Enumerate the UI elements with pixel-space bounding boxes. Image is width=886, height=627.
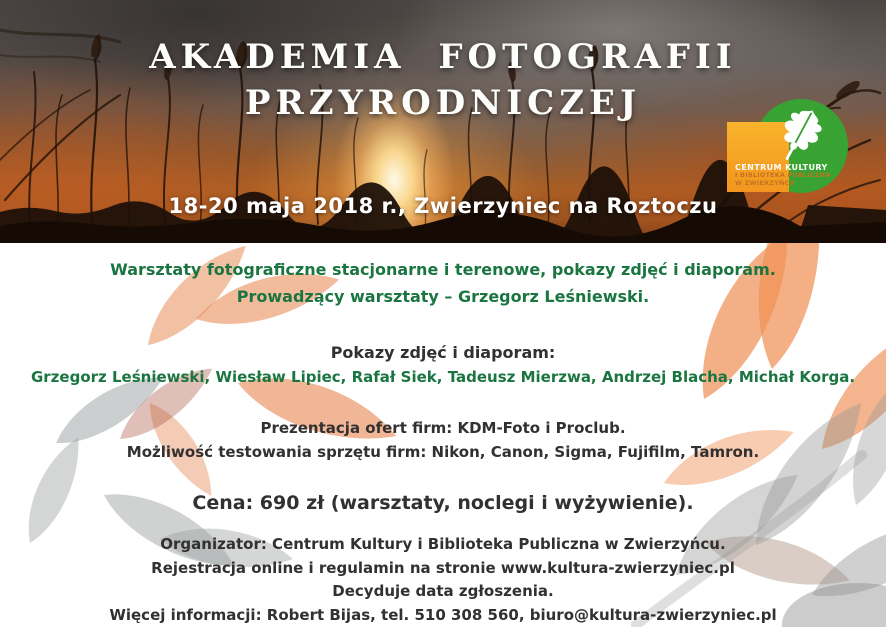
logo-text-line1: CENTRUM KULTURY — [735, 163, 828, 172]
logo-text — [735, 164, 855, 188]
offers-block — [0, 416, 886, 464]
organizer-line: Organizator: Centrum Kultury i Biblioteka Publiczna w Zwierzyńcu. — [160, 535, 726, 553]
poster-title-line1: AKADEMIA FOTOGRAFII — [149, 37, 737, 77]
deadline-line: Decyduje data zgłoszenia. — [332, 582, 554, 600]
poster-title-line2: PRZYRODNICZEJ — [244, 83, 642, 123]
org-logo — [712, 93, 862, 203]
footer-block — [0, 533, 886, 627]
hero-photo — [0, 0, 886, 243]
shows-heading: Pokazy zdjęć i diaporam: — [330, 343, 556, 362]
event-date-location: 18-20 maja 2018 r., Zwierzyniec na Roztoczu — [168, 194, 718, 218]
shows-block — [0, 341, 886, 390]
content-text — [0, 243, 886, 627]
presenter-names: Grzegorz Leśniewski, Wiesław Lipiec, Rafał Siek, Tadeusz Mierzwa, Andrzej Blacha, Michał Korga. — [30, 368, 856, 386]
intro-block — [0, 256, 886, 310]
registration-line: Rejestracja online i regulamin na stronie www.kultura-zwierzyniec.pl — [151, 558, 735, 577]
oak-leaf-icon — [766, 101, 836, 167]
logo-text-line2: I BIBLIOTEKA PUBLICZNA — [735, 172, 831, 179]
offers-line2: Możliwość testowania sprzętu firm: Nikon, Canon, Sigma, Fujifilm, Tamron. — [126, 443, 760, 461]
intro-line1: Warsztaty fotograficzne stacjonarne i terenowe, pokazy zdjęć i diaporam. — [110, 260, 776, 279]
logo-text-line3: W ZWIERZYŃCU — [735, 180, 795, 187]
price-line: Cena: 690 zł (warsztaty, noclegi i wyżywienie). — [192, 492, 694, 514]
intro-line2: Prowadzący warsztaty – Grzegorz Leśniewski. — [236, 287, 650, 306]
content-section — [0, 243, 886, 627]
offers-line1: Prezentacja ofert firm: KDM-Foto i Proclub. — [260, 419, 626, 437]
contact-line: Więcej informacji: Robert Bijas, tel. 510 308 560, biuro@kultura-zwierzyniec.pl — [109, 605, 777, 624]
